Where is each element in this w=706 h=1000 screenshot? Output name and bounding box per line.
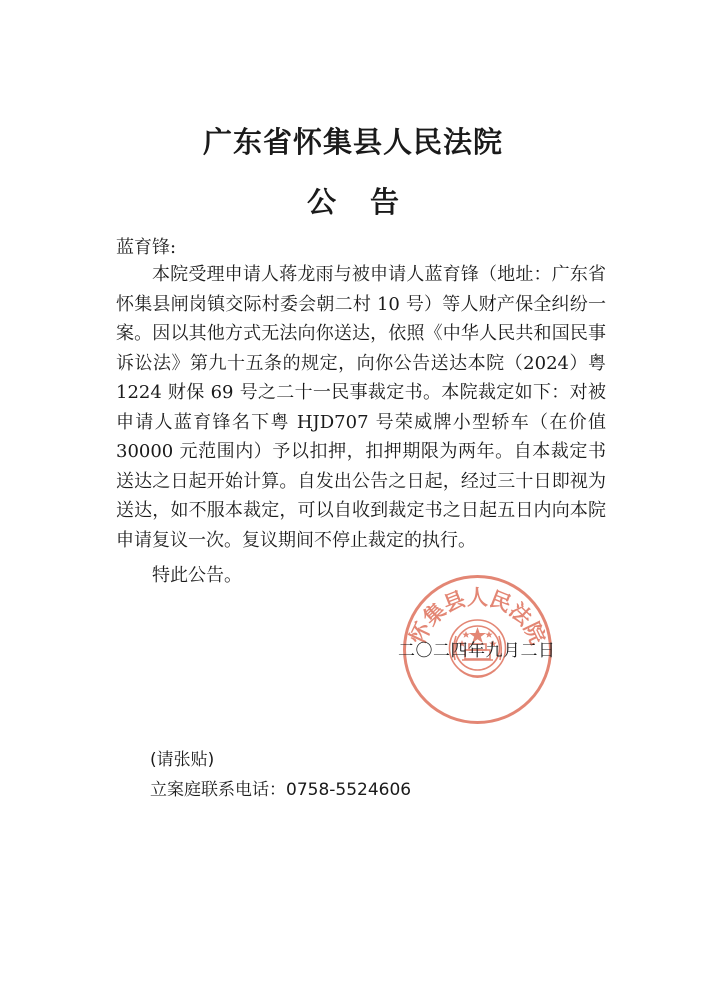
court-name: 广东省怀集县人民法院: [202, 125, 503, 159]
seal-text: 怀集县人民法院: [404, 584, 551, 648]
notice-date: 二〇二四年九月二日: [398, 641, 556, 661]
notice-body-paragraph: 本院受理申请人蒋龙雨与被申请人蓝育锋（地址：广东省怀集县闸岗镇交际村委会朝二村 10 号）等人财产保全纠纷一案。因以其他方式无法向你送达，依照《中华人民共和国民事诉讼法》第九十五条的规定，向你公告送达本院（2024）粤 1224 财保 69 号之二十一民事裁定书。本院裁定如下：对被申请人蓝育锋名下粤 HJD707 号荣威牌小型轿车（在价值 30000 元范围内）予以扣押，扣押期限为两年。自本裁定书送达之日起开始计算。自发出公告之日起，经过三十日即视为送达，如不服本裁定，可以自收到裁定书之日起五日内向本院申请复议一次。复议期间不停止裁定的执行。: [116, 264, 606, 551]
contact-phone: 立案庭联系电话：0758-5524606: [150, 780, 412, 800]
document-title: 公告: [306, 185, 433, 219]
posting-note: (请张贴): [150, 750, 215, 770]
notice-body: [116, 260, 606, 555]
closing-line: 特此公告。: [152, 565, 242, 586]
addressee: 蓝育锋:: [116, 237, 177, 258]
